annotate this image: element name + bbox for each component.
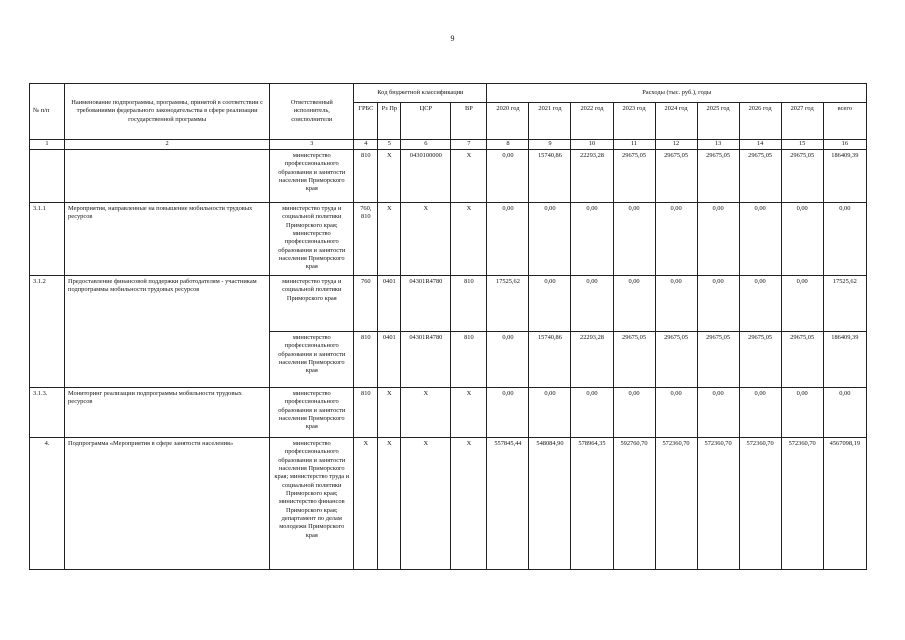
- row-value: 0,00: [487, 203, 529, 276]
- row-value: 0,00: [697, 203, 739, 276]
- row-value: 0,00: [487, 332, 529, 388]
- row-total: 186409,39: [823, 332, 866, 388]
- row-grbs: 810: [354, 150, 378, 203]
- row-rzpr: Х: [378, 203, 401, 276]
- table-row: [30, 276, 867, 332]
- row-grbs: 760, 810: [354, 203, 378, 276]
- row-vr: Х: [451, 438, 487, 570]
- row-name: Подпрограмма «Мероприятия в сфере занятости населения»: [65, 438, 270, 570]
- row-number: [30, 150, 65, 203]
- header-code-csr: ЦСР: [401, 103, 451, 140]
- row-rzpr: 0401: [378, 276, 401, 332]
- table-row: [30, 203, 867, 276]
- row-value: 29675,05: [739, 332, 781, 388]
- header-name: Наименование подпрограммы, программы, принятой в соответствии с требованиями федерального законодательства в сфере реализации государственной программы: [65, 84, 270, 140]
- row-value: 0,00: [487, 150, 529, 203]
- header-total: всего: [823, 103, 866, 140]
- column-number: 6: [401, 140, 451, 150]
- row-value: 572360,70: [655, 438, 697, 570]
- row-number: 3.1.3.: [30, 388, 65, 438]
- row-value: 29675,05: [697, 332, 739, 388]
- row-value: 0,00: [571, 276, 613, 332]
- row-name: Мероприятия, направленные на повышение мобильности трудовых ресурсов: [65, 203, 270, 276]
- row-value: 0,00: [613, 203, 655, 276]
- row-total: 0,00: [823, 203, 866, 276]
- row-value: 0,00: [613, 276, 655, 332]
- row-value: 29675,05: [613, 332, 655, 388]
- row-value: 22293,28: [571, 332, 613, 388]
- table-row: [30, 150, 867, 203]
- header-expenses: Расходы (тыс. руб.), годы: [487, 84, 867, 103]
- header-row-top: [30, 84, 867, 103]
- header-year: 2023 год: [613, 103, 655, 140]
- row-value: 548084,90: [529, 438, 571, 570]
- row-value: 0,00: [739, 388, 781, 438]
- row-grbs: 760: [354, 276, 378, 332]
- row-executor: министерство профессионального образования и занятости населения Приморского края: [270, 388, 354, 438]
- row-name: Предоставление финансовой поддержки работодателям - участникам подпрограммы мобильности трудовых ресурсов: [65, 276, 270, 388]
- table-row: [30, 388, 867, 438]
- row-value: 0,00: [697, 388, 739, 438]
- row-value: 0,00: [571, 203, 613, 276]
- header-year: 2024 год: [655, 103, 697, 140]
- header-executor: Ответственный исполнитель, соисполнители: [270, 84, 354, 140]
- row-value: 29675,05: [781, 150, 823, 203]
- column-number: 7: [451, 140, 487, 150]
- column-number: 3: [270, 140, 354, 150]
- row-value: 29675,05: [697, 150, 739, 203]
- row-number: 4.: [30, 438, 65, 570]
- row-name: Мониторинг реализации подпрограммы мобильности трудовых ресурсов: [65, 388, 270, 438]
- column-number: 10: [571, 140, 613, 150]
- column-number: 8: [487, 140, 529, 150]
- row-value: 0,00: [655, 276, 697, 332]
- column-number: 2: [65, 140, 270, 150]
- header-code-grbs: ГРБС: [354, 103, 378, 140]
- column-number: 13: [697, 140, 739, 150]
- column-number: 15: [781, 140, 823, 150]
- row-value: 0,00: [697, 276, 739, 332]
- row-value: 572360,70: [781, 438, 823, 570]
- row-value: 0,00: [571, 388, 613, 438]
- row-csr: 04301R4780: [401, 332, 451, 388]
- row-value: 572360,70: [739, 438, 781, 570]
- row-executor: министерство профессионального образования и занятости населения Приморского края: [270, 150, 354, 203]
- row-csr: 0430100000: [401, 150, 451, 203]
- row-vr: 810: [451, 332, 487, 388]
- row-executor: министерство профессионального образования и занятости населения Приморского края: [270, 332, 354, 388]
- row-value: 0,00: [739, 203, 781, 276]
- row-rzpr: 0401: [378, 332, 401, 388]
- row-value: 0,00: [529, 276, 571, 332]
- row-csr: Х: [401, 203, 451, 276]
- row-total: 4567098,19: [823, 438, 866, 570]
- row-grbs: 810: [354, 388, 378, 438]
- row-value: 17525,62: [487, 276, 529, 332]
- row-rzpr: Х: [378, 438, 401, 570]
- row-value: 29675,05: [655, 150, 697, 203]
- column-number: 14: [739, 140, 781, 150]
- row-value: 15740,86: [529, 150, 571, 203]
- row-value: 572360,70: [697, 438, 739, 570]
- row-executor: министерство труда и социальной политики Приморского края: [270, 276, 354, 332]
- row-csr: Х: [401, 438, 451, 570]
- row-value: 0,00: [487, 388, 529, 438]
- row-executor: министерство профессионального образования и занятости населения Приморского края; министерство труда и социальной политики Приморского края; министерство финансов Приморского края; департамент по делам молодежи Приморского края: [270, 438, 354, 570]
- header-year: 2027 год: [781, 103, 823, 140]
- header-code-rzpr: Рз Пр: [378, 103, 401, 140]
- row-executor: министерство труда и социальной политики Приморского края; министерство профессионального образования и занятости населения Приморского края: [270, 203, 354, 276]
- row-vr: Х: [451, 203, 487, 276]
- row-name: [65, 150, 270, 203]
- row-number: 3.1.2: [30, 276, 65, 388]
- row-value: 0,00: [655, 388, 697, 438]
- row-total: 0,00: [823, 388, 866, 438]
- column-number: 4: [354, 140, 378, 150]
- page-number: 9: [450, 34, 455, 43]
- row-value: 29675,05: [613, 150, 655, 203]
- row-value: 0,00: [781, 276, 823, 332]
- row-value: 0,00: [739, 276, 781, 332]
- column-number-row: [30, 140, 867, 150]
- header-year: 2020 год: [487, 103, 529, 140]
- row-vr: Х: [451, 150, 487, 203]
- row-value: 29675,05: [739, 150, 781, 203]
- header-budget-codes: Код бюджетной классификации: [354, 84, 487, 103]
- row-vr: 810: [451, 276, 487, 332]
- row-value: 0,00: [781, 388, 823, 438]
- row-rzpr: Х: [378, 150, 401, 203]
- header-year: 2021 год: [529, 103, 571, 140]
- row-value: 0,00: [529, 203, 571, 276]
- row-csr: 04301R4780: [401, 276, 451, 332]
- row-total: 17525,62: [823, 276, 866, 332]
- row-total: 186409,39: [823, 150, 866, 203]
- header-year: 2026 год: [739, 103, 781, 140]
- row-csr: Х: [401, 388, 451, 438]
- header-num: № п/п: [30, 84, 65, 140]
- column-number: 16: [823, 140, 866, 150]
- table-row: [30, 438, 867, 570]
- row-value: 0,00: [781, 203, 823, 276]
- column-number: 1: [30, 140, 65, 150]
- row-value: 557845,44: [487, 438, 529, 570]
- row-value: 0,00: [655, 203, 697, 276]
- row-value: 22293,28: [571, 150, 613, 203]
- column-number: 12: [655, 140, 697, 150]
- row-vr: Х: [451, 388, 487, 438]
- header-year: 2025 год: [697, 103, 739, 140]
- row-grbs: 810: [354, 332, 378, 388]
- row-value: 29675,05: [781, 332, 823, 388]
- row-value: 592760,70: [613, 438, 655, 570]
- row-number: 3.1.1: [30, 203, 65, 276]
- row-value: 0,00: [613, 388, 655, 438]
- column-number: 5: [378, 140, 401, 150]
- column-number: 11: [613, 140, 655, 150]
- row-value: 0,00: [529, 388, 571, 438]
- row-value: 15740,86: [529, 332, 571, 388]
- row-value: 578964,35: [571, 438, 613, 570]
- row-rzpr: Х: [378, 388, 401, 438]
- header-year: 2022 год: [571, 103, 613, 140]
- row-value: 29675,05: [655, 332, 697, 388]
- column-number: 9: [529, 140, 571, 150]
- budget-table: [29, 83, 867, 570]
- row-grbs: Х: [354, 438, 378, 570]
- header-code-vr: ВР: [451, 103, 487, 140]
